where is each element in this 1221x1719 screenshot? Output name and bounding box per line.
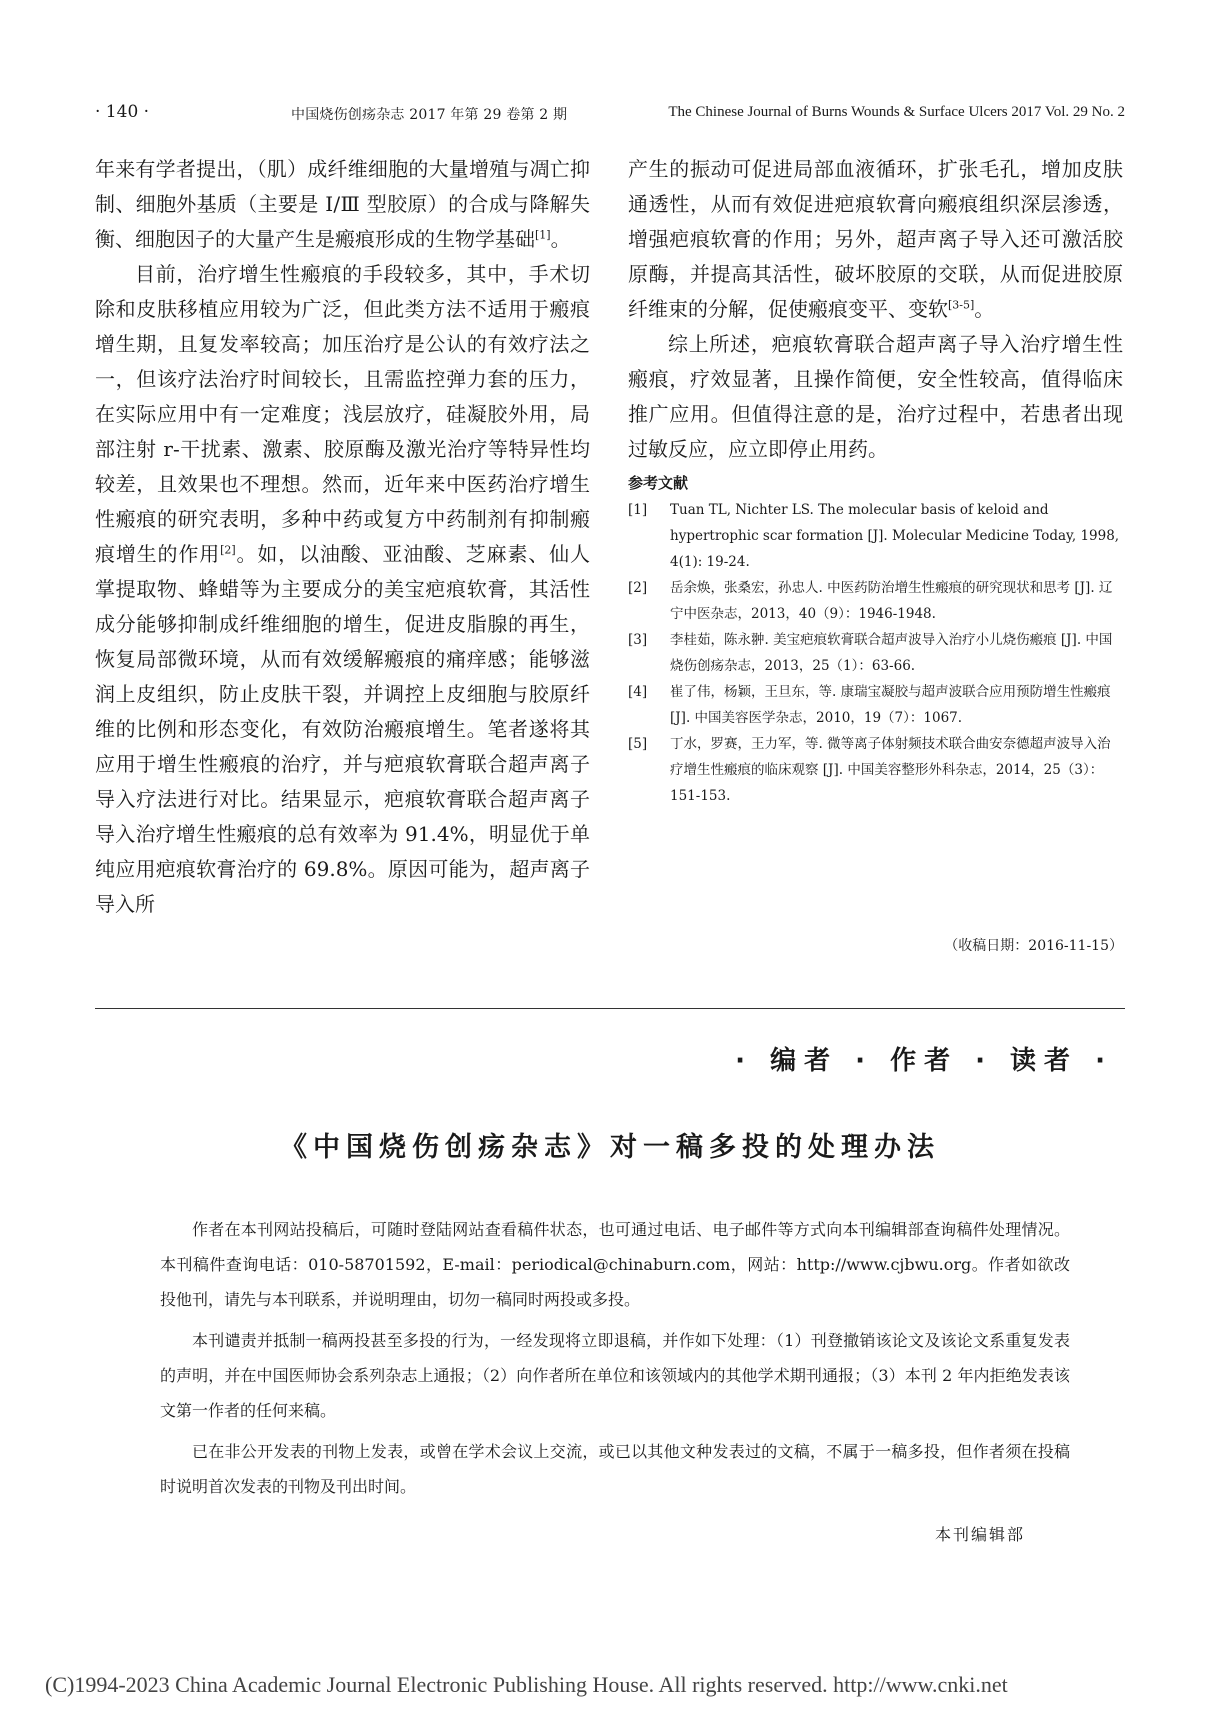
notice-body — [160, 1212, 1070, 1510]
paragraph: 本刊谴责并抵制一稿两投甚至多投的行为，一经发现将立即退稿，并作如下处理：（1）刊登撤销该论文及该论文系重复发表的声明，并在中国医师协会系列杂志上通报；（2）向作者所在单位和该领域内的其他学术期刊通报；（3）本刊 2 年内拒绝发表该文第一作者的任何来稿。 — [160, 1331, 1070, 1420]
page-number: · 140 · — [95, 102, 150, 122]
running-header — [95, 98, 1125, 128]
reference-item: [4] 崔了伟，杨颖，王旦东，等. 康瑞宝凝胶与超声波联合应用预防增生性瘢痕 [J]. 中国美容医学杂志，2010，19（7）：1067. — [628, 684, 1111, 726]
reference-item: [3] 李桂茹，陈永翀. 美宝疤痕软膏联合超声波导入治疗小儿烧伤瘢痕 [J]. 中国烧伤创疡杂志，2013，25（1）：63-66. — [628, 632, 1113, 674]
citation: [2] — [220, 543, 236, 557]
paragraph: 已在非公开发表的刊物上发表，或曾在学术会议上交流，或已以其他文种发表过的文稿，不属于一稿多投，但作者须在投稿时说明首次发表的刊物及刊出时间。 — [160, 1442, 1070, 1496]
paragraph: 产生的振动可促进局部血液循环，扩张毛孔，增加皮肤通透性，从而有效促进疤痕软膏向瘢痕组织深层渗透，增强疤痕软膏的作用；另外，超声离子导入还可激活胶原酶，并提高其活性，破坏胶原的交联，从而促进胶原纤维束的分解，促使瘢痕变平、变软[3-5]。 — [628, 157, 1123, 321]
copyright-footer: (C)1994-2023 China Academic Journal Electronic Publishing House. All rights reserved. http://www.cnki.net — [45, 1672, 1008, 1697]
received-date: （收稿日期：2016-11-15） — [944, 938, 1123, 954]
journal-title-cn: 中国烧伤创疡杂志 2017 年第 29 卷第 2 期 — [291, 107, 568, 123]
references-heading: 参考文献 — [628, 474, 689, 492]
reference-item: [5] 丁水，罗赛，王力军，等. 微等离子体射频技术联合曲安奈德超声波导入治疗增生性瘢痕的临床观察 [J]. 中国美容整形外科杂志，2014，25（3）：151-153. — [628, 736, 1111, 804]
paragraph: 综上所述，疤痕软膏联合超声离子导入治疗增生性瘢痕，疗效显著，且操作简便，安全性较高，值得临床推广应用。但值得注意的是，治疗过程中，若患者出现过敏反应，应立即停止用药。 — [628, 332, 1123, 461]
section-divider — [95, 1008, 1125, 1009]
paragraph: 目前，治疗增生性瘢痕的手段较多，其中，手术切除和皮肤移植应用较为广泛，但此类方法不适用于瘢痕增生期，且复发率较高；加压治疗是公认的有效疗法之一，但该疗法治疗时间较长，且需监控弹力套的压力，在实际应用中有一定难度；浅层放疗，硅凝胶外用，局部注射 r-干扰素、激素、胶原酶及激光治疗等特异性均较差，且效果也不理想。然而，近年来中医药治疗增生性瘢痕的研究表明，多种中药或复方中药制剂有抑制瘢痕增生的作用[2]。如，以油酸、亚油酸、芝麻素、仙人掌提取物、蜂蜡等为主要成分的美宝疤痕软膏，其活性成分能够抑制成纤维细胞的增生，促进皮脂腺的再生，恢复局部微环境，从而有效缓解瘢痕的痛痒感；能够滋润上皮组织，防止皮肤干裂，并调控上皮细胞与胶原纤维的比例和形态变化，有效防治瘢痕增生。笔者遂将其应用于增生性瘢痕的治疗，并与疤痕软膏联合超声离子导入疗法进行对比。结果显示，疤痕软膏联合超声离子导入治疗增生性瘢痕的总有效率为 91.4%，明显优于单纯应用疤痕软膏治疗的 69.8%。原因可能为，超声离子导入所 — [95, 262, 590, 916]
reference-list — [628, 497, 1123, 809]
citation: [3-5] — [948, 298, 975, 312]
notice-title: 《中国烧伤创疡杂志》对一稿多投的处理办法 — [280, 1132, 940, 1163]
right-column — [628, 152, 1123, 809]
paragraph: 作者在本刊网站投稿后，可随时登陆网站查看稿件状态，也可通过电话、电子邮件等方式向本刊编辑部查询稿件处理情况。本刊稿件查询电话：010-58701592，E-mail：periodical@chinaburn.com，网站：http://www.cjbwu.org。作者如欲改投他刊，请先与本刊联系，并说明理由，切勿一稿同时两投或多投。 — [160, 1220, 1070, 1309]
editorial-signature: 本刊编辑部 — [935, 1525, 1026, 1544]
paragraph: 年来有学者提出，（肌）成纤维细胞的大量增殖与凋亡抑制、细胞外基质（主要是 Ⅰ/Ⅲ 型胶原）的合成与降解失衡、细胞因子的大量产生是瘢痕形成的生物学基础[1]。 — [95, 157, 590, 251]
reference-item: [2] 岳余焕，张桑宏，孙忠人. 中医药防治增生性瘢痕的研究现状和思考 [J]. 辽宁中医杂志，2013，40（9）：1946-1948. — [628, 580, 1113, 622]
reference-item: [1] Tuan TL, Nichter LS. The molecular basis of keloid and hypertrophic scar formation [J]. Molecular Medicine Today, 1998, 4(1): 19-24. — [628, 502, 1120, 570]
journal-title-en: The Chinese Journal of Burns Wounds & Surface Ulcers 2017 Vol. 29 No. 2 — [668, 104, 1125, 120]
left-column — [95, 152, 590, 922]
section-label: · 编者 · 作者 · 读者 · — [735, 1046, 1113, 1076]
citation: [1] — [535, 228, 551, 242]
